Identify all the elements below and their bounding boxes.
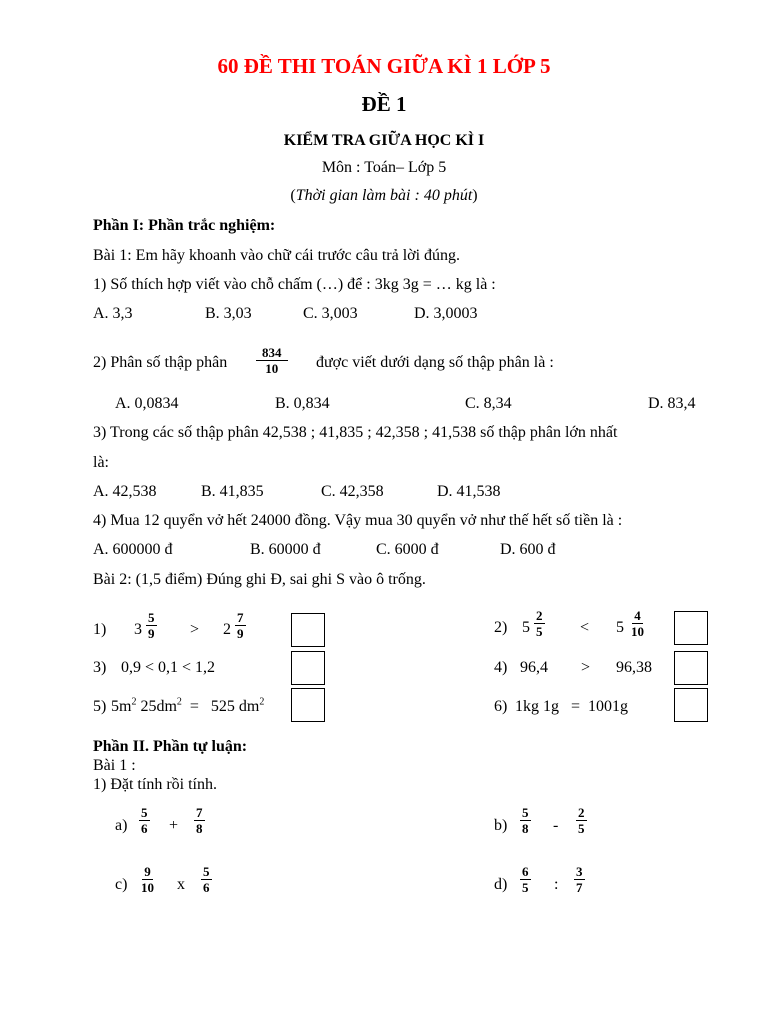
exam-name: KIỂM TRA GIỮA HỌC KÌ I [283,132,485,149]
s5-sup3: 2 [259,696,265,708]
calc-a-frac1-num: 5 [141,805,148,820]
subject-line: Môn : Toán– Lớp 5 [321,159,447,176]
part1-heading: Phần I: Phần trắc nghiệm: [93,217,276,234]
calc-a-frac2-num: 7 [196,805,203,820]
s2-frac1 [532,609,547,638]
s5-expression [111,696,265,715]
q2-option-d: D. 83,4 [648,395,696,412]
time-line [0,188,768,204]
time-close: ) [472,187,478,204]
s5-a1: 5m [111,698,132,715]
q2-frac-den: 10 [265,361,279,376]
answer-box-5[interactable] [291,688,325,722]
bai2-instruction: Bài 2: (1,5 điểm) Đúng ghi Đ, sai ghi S vào ô trống. [93,571,426,588]
q1-option-c: C. 3,003 [303,305,358,322]
main-title: 60 ĐỀ THI TOÁN GIỮA KÌ 1 LỚP 5 [217,54,551,78]
s2-frac1-den: 5 [536,624,543,639]
q1-option-d: D. 3,0003 [414,305,478,322]
calc-b-frac1 [518,806,533,835]
answer-box-1[interactable] [291,613,325,647]
q4-option-c: C. 6000 đ [376,541,439,558]
s1-frac2-den: 9 [237,626,244,641]
q2-option-c: C. 8,34 [465,395,512,412]
q4-option-d: D. 600 đ [500,541,556,558]
calc-d-frac2 [572,865,587,894]
answer-box-4[interactable] [674,651,708,685]
calc-a-frac1-den: 6 [141,821,148,836]
s4-operator: > [581,659,591,676]
q3-option-c: C. 42,358 [321,483,384,500]
calc-b-frac1-num: 5 [522,805,529,820]
exam-number: ĐỀ 1 [361,92,407,116]
q2-option-a: A. 0,0834 [115,395,179,412]
s1-operator: > [190,621,200,638]
calc-c-frac2 [199,865,214,894]
s5-mid: = 525 dm [181,698,260,715]
s4-label: 4) [494,659,508,676]
s1-frac2 [233,611,248,640]
bai1-instruction: Bài 1: Em hãy khoanh vào chữ cái trước câu trả lời đúng. [93,247,461,264]
q3-option-b: B. 41,835 [201,483,264,500]
calc-b-frac2-num: 2 [578,805,585,820]
answer-box-2[interactable] [674,611,708,645]
calc-c-frac2-den: 6 [203,880,210,895]
calc-c-operator: x [177,876,185,893]
s5-a2: 25dm [136,698,177,715]
q2-frac-num: 834 [256,346,288,361]
time-text: Thời gian làm bài : 40 phút [295,187,473,204]
calc-b-operator: - [553,817,559,834]
calc-d-frac1 [518,865,533,894]
calc-d-operator: : [554,876,559,893]
q2-before: 2) Phân số thập phân [93,354,228,371]
s3-label: 3) [93,659,107,676]
s1-label: 1) [93,621,107,638]
s4-b: 96,38 [616,659,652,676]
q3-line2: là: [93,454,109,471]
part2-bai1: Bài 1 : [93,757,136,774]
calc-c-label: c) [115,876,128,893]
q3-option-d: D. 41,538 [437,483,501,500]
q4-text: 4) Mua 12 quyển vở hết 24000 đồng. Vậy mua 30 quyển vở như thế hết số tiền là : [93,512,623,529]
calc-a-label: a) [115,817,128,834]
s2-whole2: 5 [616,619,624,636]
s2-operator: < [580,619,590,636]
calc-a-frac1 [137,806,152,835]
calc-b-label: b) [494,817,508,834]
calc-b-frac1-den: 8 [522,821,529,836]
time-open: ( [290,187,296,204]
q1-option-a: A. 3,3 [93,305,133,322]
calc-d-frac2-num: 3 [576,864,583,879]
calc-d-frac1-num: 6 [522,864,529,879]
s2-frac2 [627,609,648,638]
answer-box-6[interactable] [674,688,708,722]
q2-fraction [254,346,290,375]
calc-d-frac1-den: 5 [522,880,529,895]
s1-frac1 [144,611,159,640]
s2-frac1-num: 2 [536,608,543,623]
s1-whole2: 2 [223,621,231,638]
q3-option-a: A. 42,538 [93,483,157,500]
q1-text: 1) Số thích hợp viết vào chỗ chấm (…) để : 3kg 3g = … kg là : [93,276,496,293]
q3-line1: 3) Trong các số thập phân 42,538 ; 41,835 ; 42,358 ; 41,538 số thập phân lớn nhất [93,424,618,441]
s1-frac1-num: 5 [148,610,155,625]
s2-whole1: 5 [522,619,530,636]
s1-frac1-den: 9 [148,626,155,641]
calc-b-frac2 [574,806,589,835]
s2-frac2-num: 4 [634,608,641,623]
calc-d-label: d) [494,876,508,893]
calc-c-frac1 [137,865,158,894]
answer-box-3[interactable] [291,651,325,685]
s6-label: 6) [494,698,508,715]
s4-a: 96,4 [520,659,548,676]
s6-text: 1kg 1g = 1001g [515,698,629,715]
s1-frac2-num: 7 [237,610,244,625]
calc-c-frac1-den: 10 [141,880,154,895]
calc-a-frac2-den: 8 [196,821,203,836]
q4-option-a: A. 600000 đ [93,541,173,558]
q4-option-b: B. 60000 đ [250,541,321,558]
calc-d-frac2-den: 7 [576,880,583,895]
s2-frac2-den: 10 [631,624,644,639]
s5-sup2: 2 [176,696,182,708]
s3-text: 0,9 < 0,1 < 1,2 [121,659,216,676]
q1-option-b: B. 3,03 [205,305,252,322]
q2-after: được viết dưới dạng số thập phân là : [316,354,554,371]
part2-heading: Phần II. Phần tự luận: [93,738,248,755]
s5-label: 5) [93,698,107,715]
calc-c-frac2-num: 5 [203,864,210,879]
s2-label: 2) [494,619,508,636]
calc-a-frac2 [192,806,207,835]
s5-sup1: 2 [131,696,137,708]
part2-sub1: 1) Đặt tính rồi tính. [93,776,217,793]
s1-whole1: 3 [134,621,142,638]
q2-option-b: B. 0,834 [275,395,330,412]
calc-c-frac1-num: 9 [144,864,151,879]
calc-a-operator: + [169,817,179,834]
calc-b-frac2-den: 5 [578,821,585,836]
